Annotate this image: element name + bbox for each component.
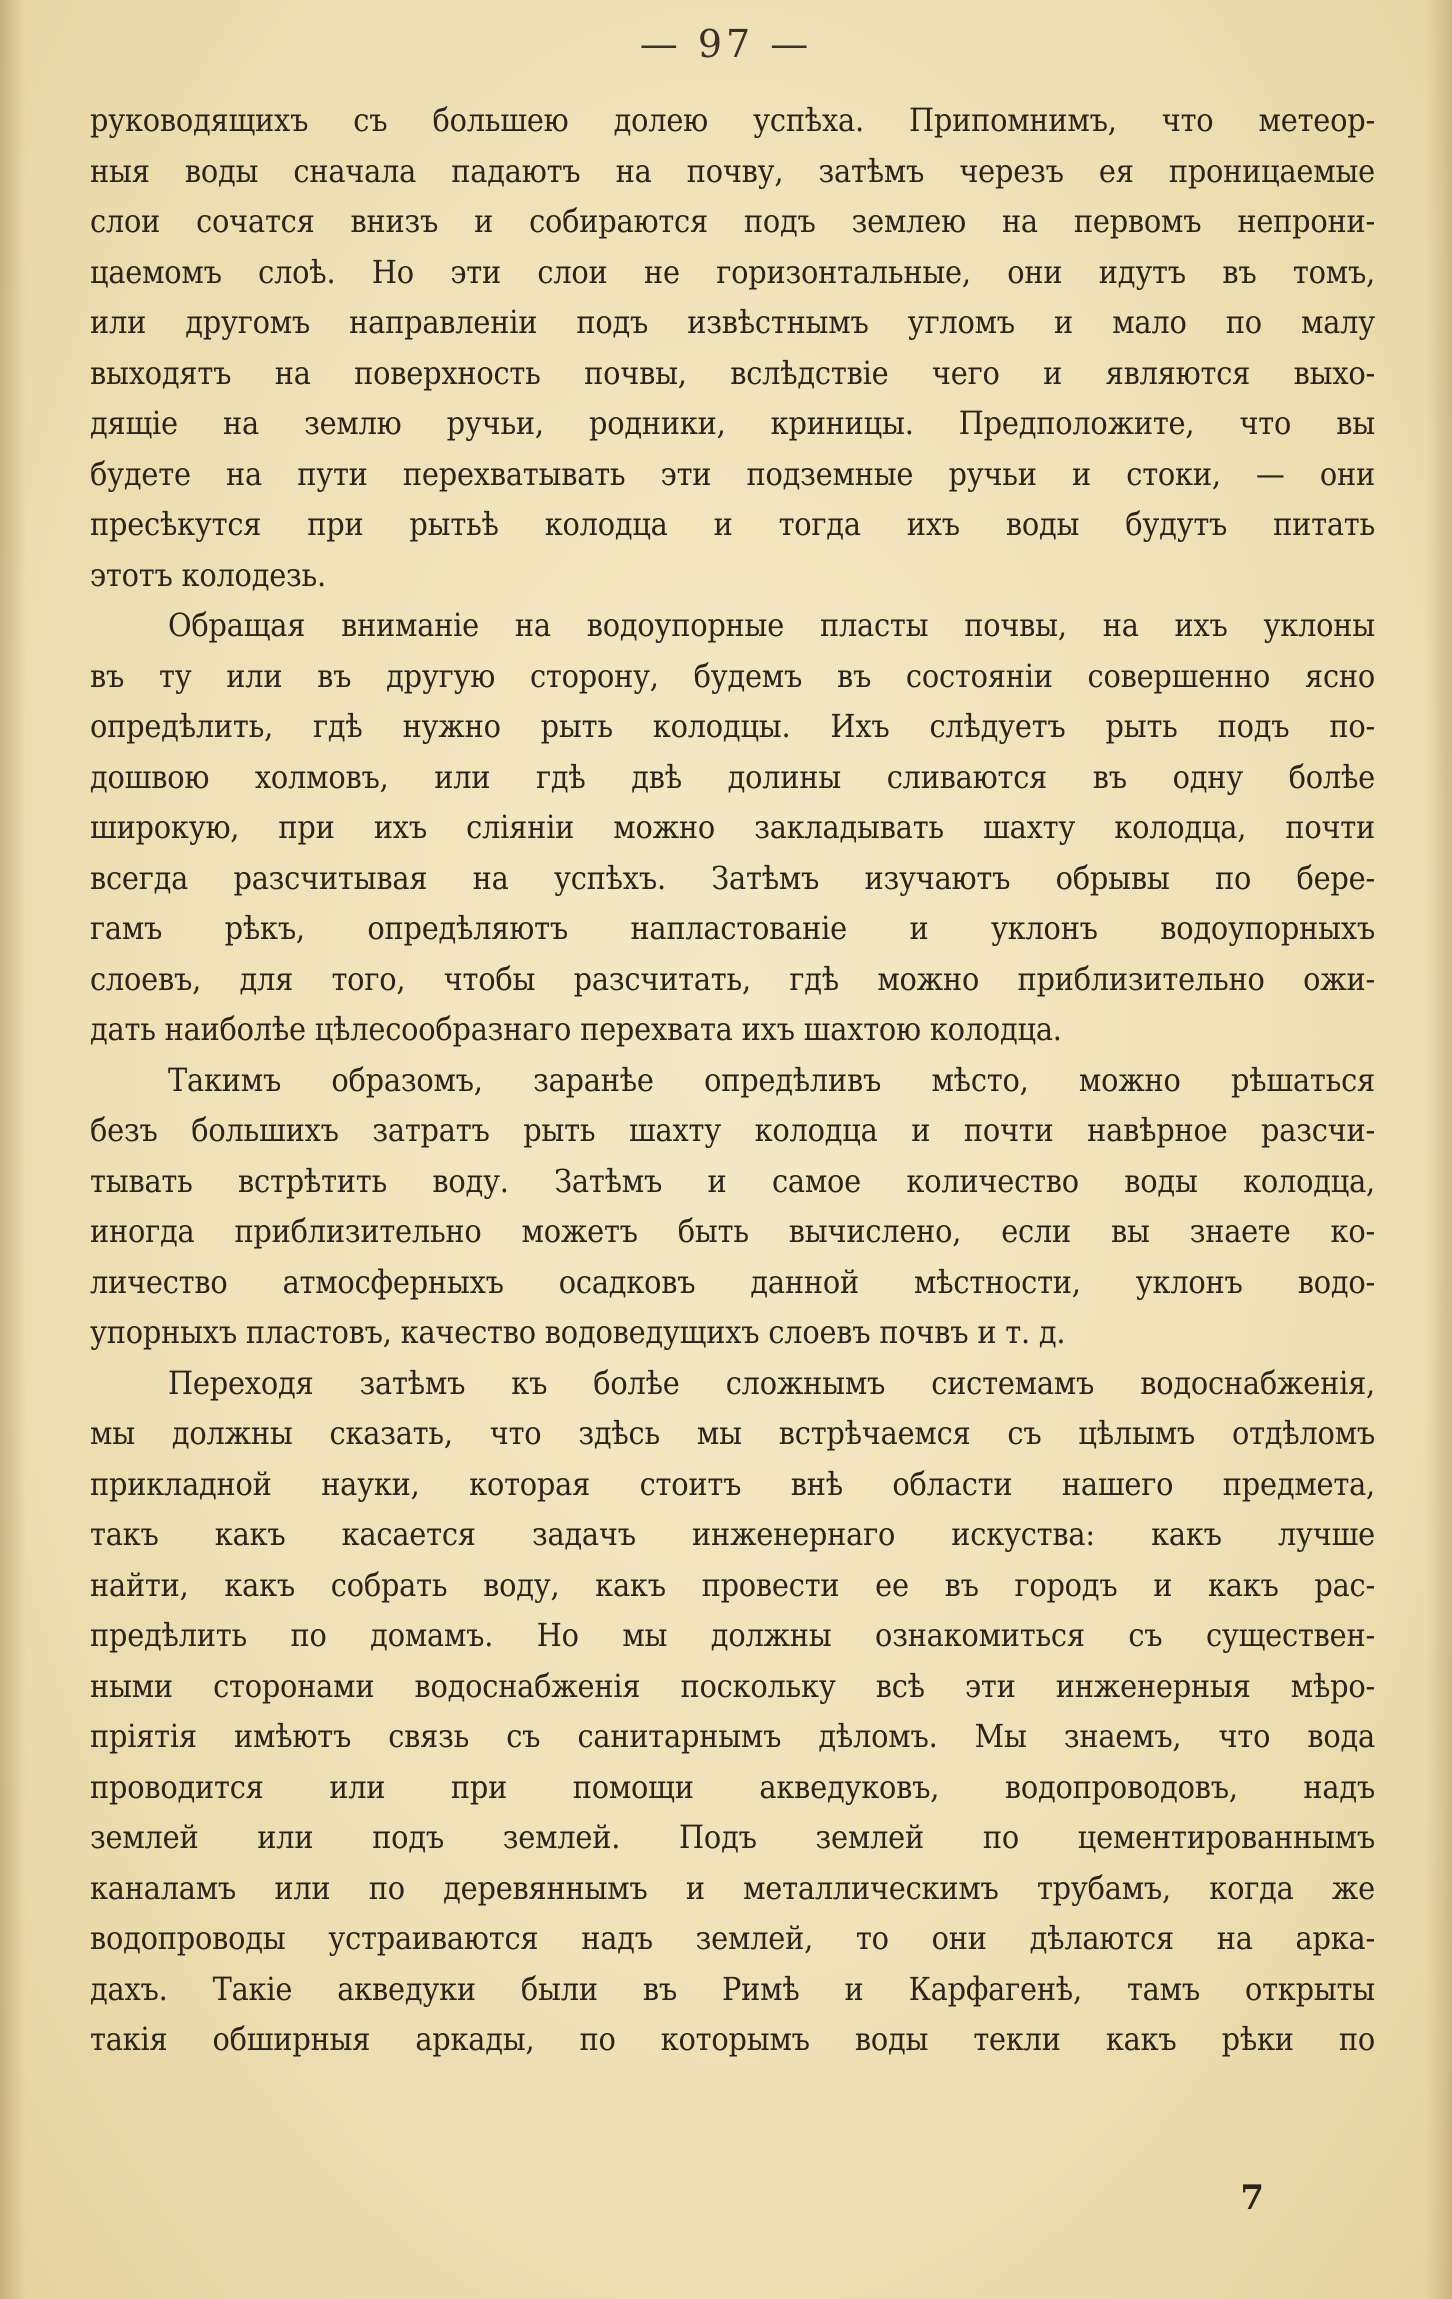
text-line: ными сторонами водоснабженія поскольку всѣ эти инженерныя мѣро- <box>90 1666 1375 1705</box>
text-line: или другомъ направленіи подъ извѣстнымъ угломъ и мало по малу <box>90 303 1375 341</box>
body-text <box>90 95 1375 2065</box>
text-line: личество атмосферныхъ осадковъ данной мѣстности, уклонъ водо- <box>90 1262 1375 1301</box>
text-line: въ ту или въ другую сторону, будемъ въ состояніи совершенно ясно <box>90 656 1375 695</box>
signature-mark: 7 <box>1240 2178 1264 2218</box>
text-line: иногда приблизительно можетъ быть вычислено, если вы знаете ко- <box>90 1212 1375 1250</box>
text-line: пресѣкутся при рытьѣ колодца и тогда ихъ воды будутъ питать <box>90 505 1375 543</box>
text-line: слои сочатся внизъ и собираются подъ землею на первомъ непрони- <box>90 202 1375 240</box>
text-line: ныя воды сначала падаютъ на почву, затѣмъ черезъ ея проницаемые <box>90 151 1375 190</box>
text-line: выходятъ на поверхность почвы, вслѣдствіе чего и являются выхо- <box>90 353 1375 392</box>
paragraph <box>90 600 1375 1055</box>
text-line: безъ большихъ затратъ рыть шахту колодца и почти навѣрное разсчи- <box>90 1111 1375 1149</box>
text-line: Такимъ образомъ, заранѣе опредѣливъ мѣсто, можно рѣшаться <box>168 1060 1375 1099</box>
text-line: слоевъ, для того, чтобы разсчитать, гдѣ можно приблизительно ожи- <box>90 959 1375 998</box>
text-line: такъ какъ касается задачъ инженернаго искуства: какъ лучше <box>90 1515 1375 1553</box>
text-line: этотъ колодезь. <box>90 555 326 594</box>
text-line: тывать встрѣтить воду. Затѣмъ и самое количество воды колодца, <box>90 1161 1375 1200</box>
text-line: Переходя затѣмъ къ болѣе сложнымъ системамъ водоснабженія, <box>168 1363 1375 1402</box>
paragraph <box>90 1055 1375 1358</box>
text-line: каналамъ или по деревяннымъ и металлическимъ трубамъ, когда же <box>90 1868 1375 1907</box>
text-line: дошвою холмовъ, или гдѣ двѣ долины сливаются въ одну болѣе <box>90 757 1375 796</box>
text-line: водопроводы устраиваются надъ землей, то они дѣлаются на арка- <box>90 1919 1375 1957</box>
text-line: дахъ. Такіе акведуки были въ Римѣ и Карфагенѣ, тамъ открыты <box>90 1969 1375 2008</box>
text-line: дящіе на землю ручьи, родники, криницы. Предположите, что вы <box>90 404 1375 442</box>
text-line: такія обширныя аркады, по которымъ воды текли какъ рѣки по <box>90 2020 1375 2058</box>
paragraph <box>90 1358 1375 2065</box>
text-line: землей или подъ землей. Подъ землей по цементированнымъ <box>90 1818 1375 1856</box>
text-line: пріятія имѣютъ связь съ санитарнымъ дѣломъ. Мы знаемъ, что вода <box>90 1717 1375 1755</box>
text-line: предѣлить по домамъ. Но мы должны ознакомиться съ существен- <box>90 1616 1375 1654</box>
text-line: руководящихъ съ большею долею успѣха. Припомнимъ, что метеор- <box>90 101 1375 139</box>
text-line: широкую, при ихъ сліяніи можно закладывать шахту колодца, почти <box>90 808 1375 846</box>
page-edge-shadow-left <box>0 0 26 2299</box>
text-line: Обращая вниманіе на водоупорные пласты почвы, на ихъ уклоны <box>168 606 1375 644</box>
page-edge-shadow-right <box>1426 0 1452 2299</box>
text-line: будете на пути перехватывать эти подземные ручьи и стоки, — они <box>90 454 1375 493</box>
text-line: упорныхъ пластовъ, качество водоведущихъ слоевъ почвъ и т. д. <box>90 1313 1066 1351</box>
text-line: гамъ рѣкъ, опредѣляютъ напластованіе и уклонъ водоупорныхъ <box>90 909 1375 947</box>
text-line: дать наиболѣе цѣлесообразнаго перехвата ихъ шахтою колодца. <box>90 1010 1062 1048</box>
text-line: опредѣлить, гдѣ нужно рыть колодцы. Ихъ слѣдуетъ рыть подъ по- <box>90 707 1375 745</box>
text-line: проводится или при помощи акведуковъ, водопроводовъ, надъ <box>90 1767 1375 1806</box>
paragraph <box>90 95 1375 600</box>
text-line: найти, какъ собрать воду, какъ провести ее въ городъ и какъ рас- <box>90 1565 1375 1604</box>
text-line: мы должны сказать, что здѣсь мы встрѣчаемся съ цѣлымъ отдѣломъ <box>90 1414 1375 1452</box>
text-line: прикладной науки, которая стоитъ внѣ области нашего предмета, <box>90 1464 1375 1503</box>
page-number: — 97 — <box>639 22 813 66</box>
text-line: всегда разсчитывая на успѣхъ. Затѣмъ изучаютъ обрывы по бере- <box>90 858 1375 897</box>
text-line: цаемомъ слоѣ. Но эти слои не горизонтальные, они идутъ въ томъ, <box>90 252 1375 291</box>
